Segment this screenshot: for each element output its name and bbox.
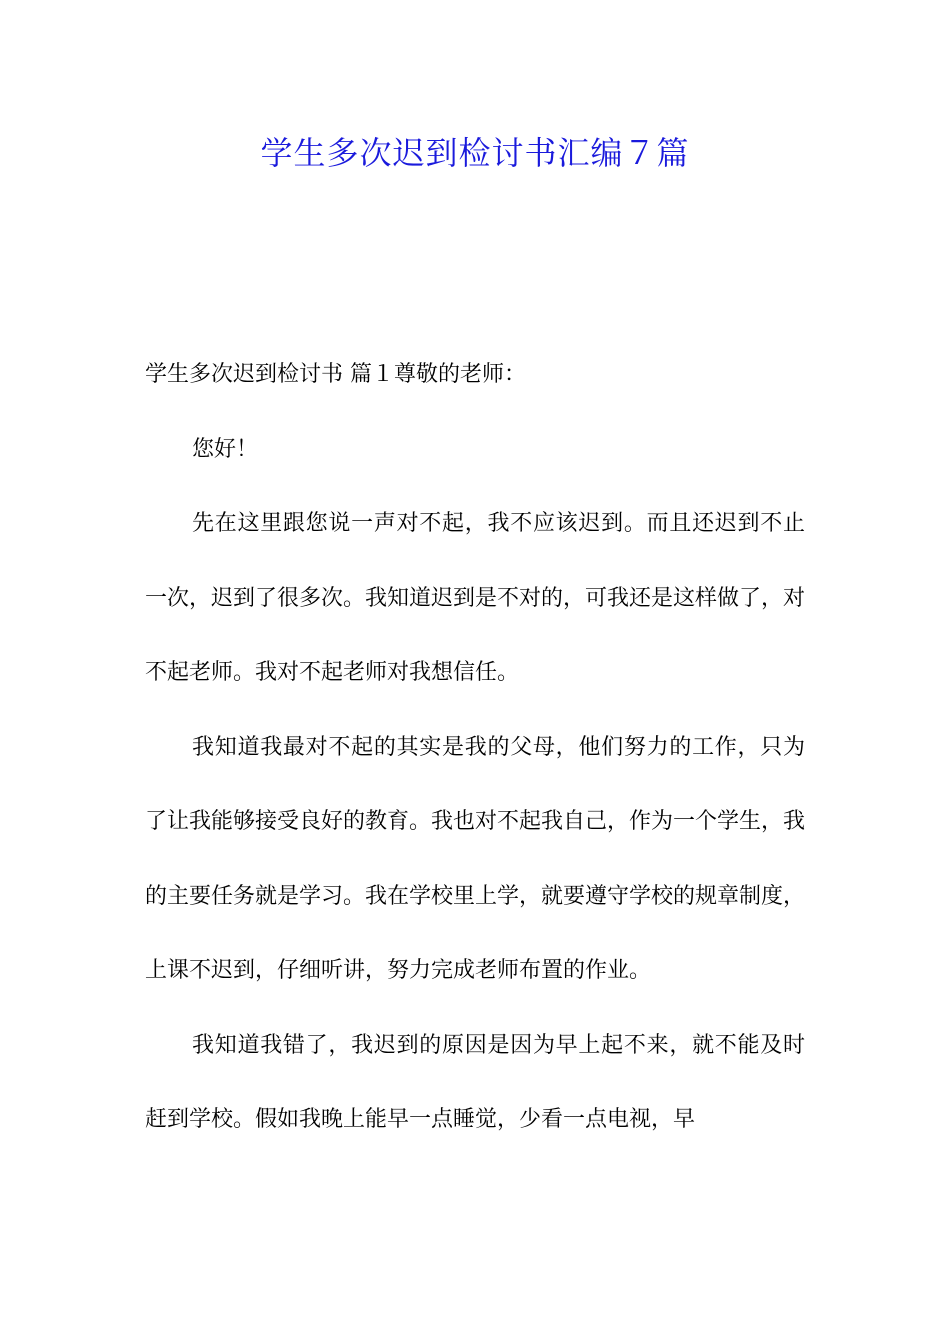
document-title: 学生多次迟到检讨书汇编７篇 bbox=[260, 134, 690, 172]
paragraph-parents: 我知道我最对不起的其实是我的父母，他们努力的工作，只为了让我能够接受良好的教育。我也对不起我自己，作为一个学生，我的主要任务就是学习。我在学校里上学，就要遵守学校的规章制度，上课不迟到，仔细听讲，努力完成老师布置的作业。 bbox=[145, 734, 806, 983]
heading-line: 学生多次迟到检讨书 篇１尊敬的老师： bbox=[145, 362, 526, 387]
paragraph-greeting: 您好！ bbox=[192, 436, 259, 462]
paragraph-apology: 先在这里跟您说一声对不起，我不应该迟到。而且还迟到不止一次，迟到了很多次。我知道迟到是不对的，可我还是这样做了，对不起老师。我对不起老师对我想信任。 bbox=[145, 511, 806, 685]
paragraph-reason: 我知道我错了，我迟到的原因是因为早上起不来，就不能及时赶到学校。假如我晚上能早一点睡觉，少看一点电视，早 bbox=[145, 1032, 805, 1132]
document-body bbox=[145, 338, 805, 1158]
